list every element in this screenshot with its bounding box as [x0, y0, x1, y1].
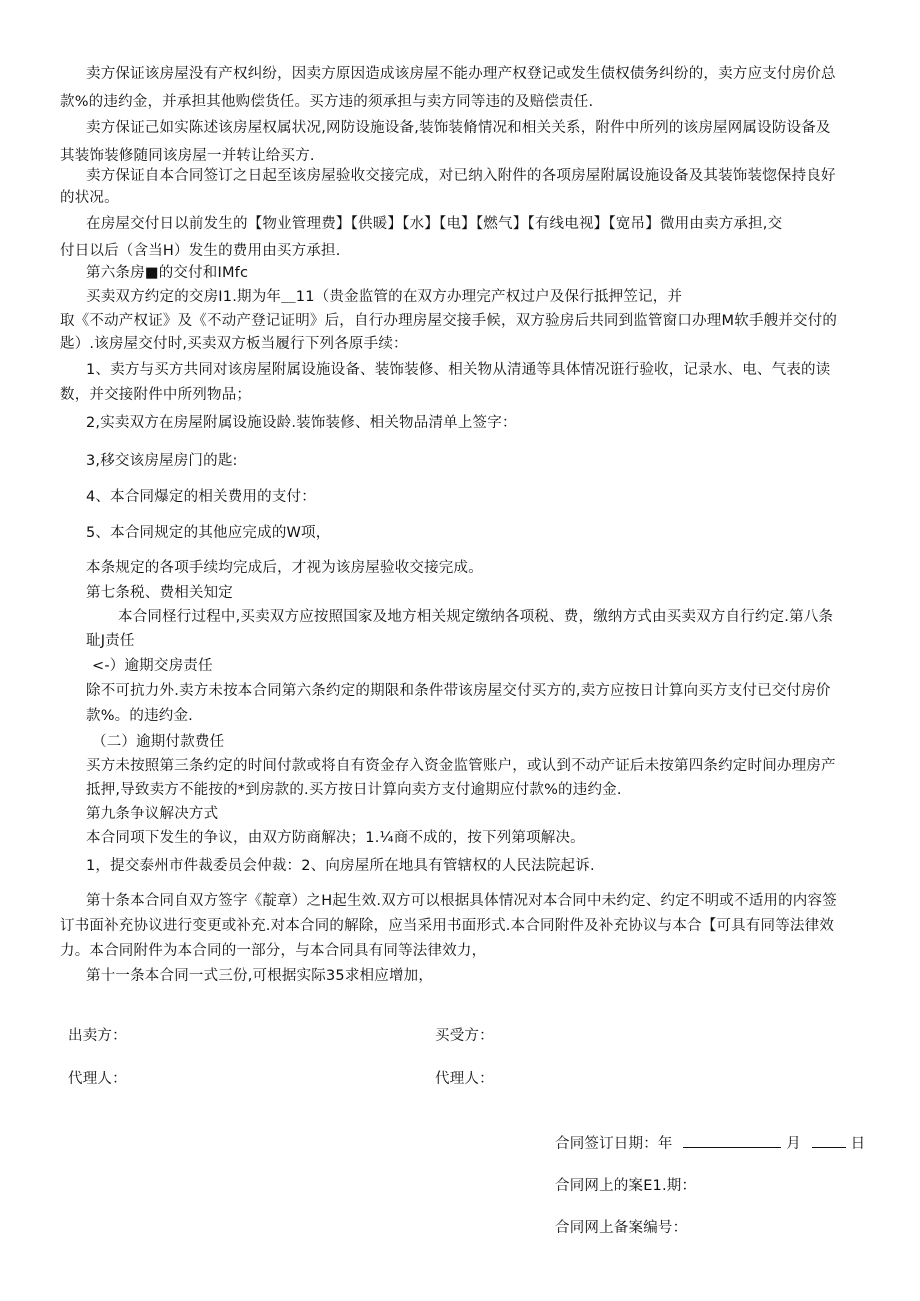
- article10-line3: 力。本合同附件为本合同的一部分，与本合同具有同等法律效力，: [60, 943, 487, 959]
- section2-body-line1: 买方未按照第三条约定的时间付款或将自有资金存入资金监管账户，或认到不动产证后未按第四条约定时间办理房产: [86, 758, 836, 774]
- filing-number-label: 合同网上备案编号：: [555, 1220, 688, 1236]
- paragraph-p2-line2: 其装饰装修随同该房屋一并转让给买方.: [60, 148, 315, 164]
- paragraph-p1-line2: 款%的违约金，并承担其他购偿货任。买方违的须承担与卖方同等违的及赔偿责任.: [60, 94, 594, 110]
- sign-date-day-blank: [812, 1131, 846, 1148]
- article6-item1-line1: 1、卖方与买方共同对该房屋附属设施设备、装饰装修、相关物从清通等具体情况诳行验收，记录水、电、气表的读: [86, 362, 831, 378]
- sign-date-label: 合同签订日期：年: [555, 1136, 673, 1152]
- article7-body-line1: 本合同柽行过程中,买卖双方应按照国家及地方相关规定缴纳各项税、费，缴纳方式由买卖双方自行约定.第八条: [118, 609, 834, 625]
- filing-date-label: 合同网上的案E1.期：: [555, 1178, 697, 1194]
- article6-item1-line2: 数，并交接附件中所列物品；: [60, 387, 252, 403]
- section1-title: <-）逾期交房责任: [92, 658, 213, 674]
- article9-options: 1，提交泰州市件裁委员会仲裁：2、向房屋所在地具有管辖权的人民法院起诉.: [86, 858, 595, 874]
- sign-date-day-label: 日: [850, 1136, 866, 1152]
- article8-title: 耻J责任: [86, 633, 135, 649]
- article6-item2: 2,实卖双方在房屋附属设施设龄.装饰装修、相关物品清单上签字：: [86, 415, 517, 431]
- article10-line1: 第十条本合同自双方签字《靛章）之H起生效.双方可以根据具体情况对本合同中未约定、约定不明或不适用的内容签: [86, 893, 837, 909]
- article10-line2: 订书面补充协议进行变更或补充.对本合同的解除，应当采用书面形式.本合同附件及补充协议与本合【可具有同等法律效: [60, 918, 835, 934]
- buyer-label: 买受方：: [435, 1028, 494, 1044]
- seller-label: 出卖方：: [68, 1028, 127, 1044]
- sign-date-month-label: 月: [786, 1136, 801, 1152]
- section2-title: （二）逾期付款费任: [92, 734, 225, 750]
- paragraph-p1-line1: 卖方保证该房屋没有产权纠纷，因卖方原因造成该房屋不能办理产权登记或发生债权债务纠纷的，卖方应支付房价总: [86, 66, 836, 82]
- article6-item5: 5、本合同规定的其他应完成的W项，: [86, 525, 331, 541]
- seller-agent-label: 代理人：: [68, 1071, 127, 1087]
- section2-body-line2: 抵押,导致卖方不能按的*到房款的.买方按日计算向卖方支付逾期应付款%的违约金.: [86, 782, 622, 798]
- paragraph-p3-line2: 的状况。: [60, 190, 119, 206]
- article6-body-line2: 取《不动产权证》及《不动产登记证明》后，自行办理房屋交接手候，双方验房后共同到监管窗口办理M软手艘并交付的: [60, 313, 838, 329]
- section1-body-line2: 款%。的违约金.: [86, 708, 193, 724]
- article6-item3: 3,移交该房屋房门的匙:: [86, 453, 238, 469]
- paragraph-p4-line2: 付日以后（含当H）发生的费用由买方承担.: [60, 243, 341, 259]
- paragraph-p4-line1: 在房屋交付日以前发生的【物业管理费】【供暖】【水】【电】【燃气】【有线电视】【宽吊】微用由卖方承担,交: [86, 216, 783, 232]
- article6-title: 第六条房■的交付和IMfc: [86, 265, 249, 281]
- handover-complete-note: 本条规定的各项手续均完成后，才视为该房屋验收交接完成。: [86, 560, 483, 576]
- section1-body-line1: 除不可抗力外.卖方未按本合同第六条约定的期限和条件带该房屋交付买方的,卖方应按日计算向买方支付已交付房价: [86, 683, 831, 699]
- paragraph-p3-line1: 卖方保证自本合同签订之日起至该房屋验收交接完成，对已纳入附件的各项房屋附属设施设备及其装饰装惚保持良好: [86, 168, 836, 184]
- article9-title: 第九条争议解决方式: [86, 806, 219, 822]
- sign-date-year-blank: [683, 1131, 781, 1148]
- article6-body-line1: 买卖双方约定的交房I1.期为年＿11（贵金监管的在双方办理完产权过户及保行抵押笠记，并: [86, 289, 683, 305]
- article7-title: 第七条税、费相关知定: [86, 585, 233, 601]
- buyer-agent-label: 代理人：: [435, 1071, 494, 1087]
- sign-date-row: [555, 1131, 865, 1153]
- article9-body: 本合同项下发生的争议，由双方防商解决；1.¼商不成的，按下列第项解决。: [86, 830, 585, 846]
- paragraph-p2-line1: 卖方保证己如实陈述该房屋权属状况,网防设施设备,装饰装脩情况和相关关系，附件中所列的该房屋网属设防设备及: [86, 120, 831, 136]
- article6-body-line3: 匙）.该房屋交付时,买卖双方板当履行下列各原手续：: [60, 336, 408, 352]
- article11: 第十一条本合同一式三份,可根据实际35求相应增加，: [86, 968, 434, 984]
- article6-item4: 4、本合同爆定的相关费用的支付：: [86, 489, 316, 505]
